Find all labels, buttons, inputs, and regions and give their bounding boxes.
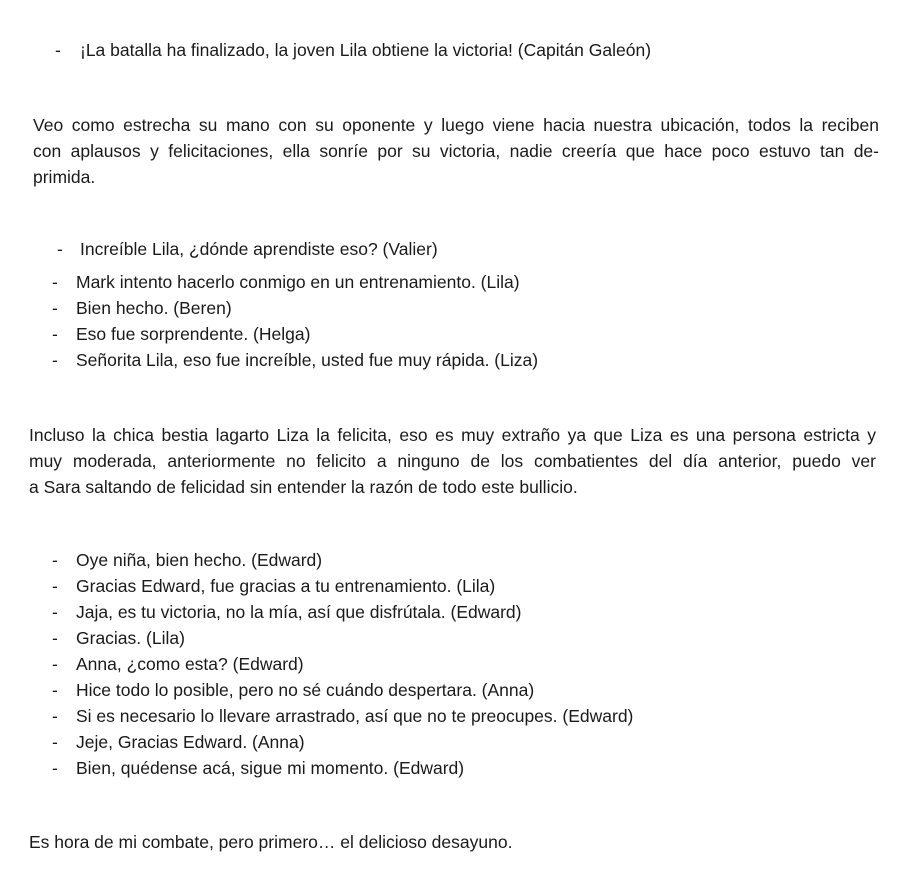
list-dash: -: [52, 298, 58, 318]
paragraph-line: Incluso la chica bestia lagarto Liza la felicita, eso es muy extraño ya que Liza es una persona estricta y: [29, 425, 876, 445]
list-dash: -: [52, 350, 58, 370]
paragraph-line: con aplausos y felicitaciones, ella sonríe por su victoria, nadie creería que hace poco estuvo tan de-: [33, 141, 879, 161]
dialogue-line: Bien, quédense acá, sigue mi momento. (Edward): [76, 758, 465, 778]
paragraph-line: muy moderada, anteriormente no felicito a ninguno de los combatientes del día anterior, puedo ver: [29, 451, 876, 471]
dialogue-line: Señorita Lila, eso fue increíble, usted fue muy rápida. (Liza): [76, 350, 539, 370]
dialogue-line: Mark intento hacerlo conmigo en un entrenamiento. (Lila): [76, 272, 520, 292]
dialogue-line: Jaja, es tu victoria, no la mía, así que disfrútala. (Edward): [76, 602, 522, 622]
dialogue-line: Anna, ¿como esta? (Edward): [76, 654, 304, 674]
list-dash: -: [52, 576, 58, 596]
paragraph-line: Veo como estrecha su mano con su oponente y luego viene hacia nuestra ubicación, todos la reciben: [33, 115, 879, 135]
dialogue-line: Increíble Lila, ¿dónde aprendiste eso? (Valier): [80, 239, 438, 259]
list-dash: -: [52, 654, 58, 674]
dialogue-line: Gracias. (Lila): [76, 628, 185, 648]
list-dash: -: [57, 239, 63, 259]
dialogue-line: Bien hecho. (Beren): [76, 298, 232, 318]
list-dash: -: [52, 706, 58, 726]
list-dash: -: [52, 602, 58, 622]
closing-paragraph: Es hora de mi combate, pero primero… el delicioso desayuno.: [29, 832, 513, 852]
dialogue-line: Oye niña, bien hecho. (Edward): [76, 550, 323, 570]
dialogue-line: Jeje, Gracias Edward. (Anna): [76, 732, 305, 752]
list-dash: -: [55, 40, 61, 60]
paragraph-line: primida.: [33, 167, 96, 187]
list-dash: -: [52, 732, 58, 752]
paragraph-line: a Sara saltando de felicidad sin entender la razón de todo este bullicio.: [29, 477, 578, 497]
dialogue-line: Gracias Edward, fue gracias a tu entrenamiento. (Lila): [76, 576, 496, 596]
list-dash: -: [52, 680, 58, 700]
list-dash: -: [52, 550, 58, 570]
list-dash: -: [52, 324, 58, 344]
dialogue-line: Si es necesario lo llevare arrastrado, así que no te preocupes. (Edward): [76, 706, 634, 726]
dialogue-line: Eso fue sorprendente. (Helga): [76, 324, 311, 344]
dialogue-line: Hice todo lo posible, pero no sé cuándo despertara. (Anna): [76, 680, 535, 700]
list-dash: -: [52, 758, 58, 778]
list-dash: -: [52, 272, 58, 292]
list-dash: -: [52, 628, 58, 648]
dialogue-line: ¡La batalla ha finalizado, la joven Lila obtiene la victoria! (Capitán Galeón): [80, 40, 652, 60]
